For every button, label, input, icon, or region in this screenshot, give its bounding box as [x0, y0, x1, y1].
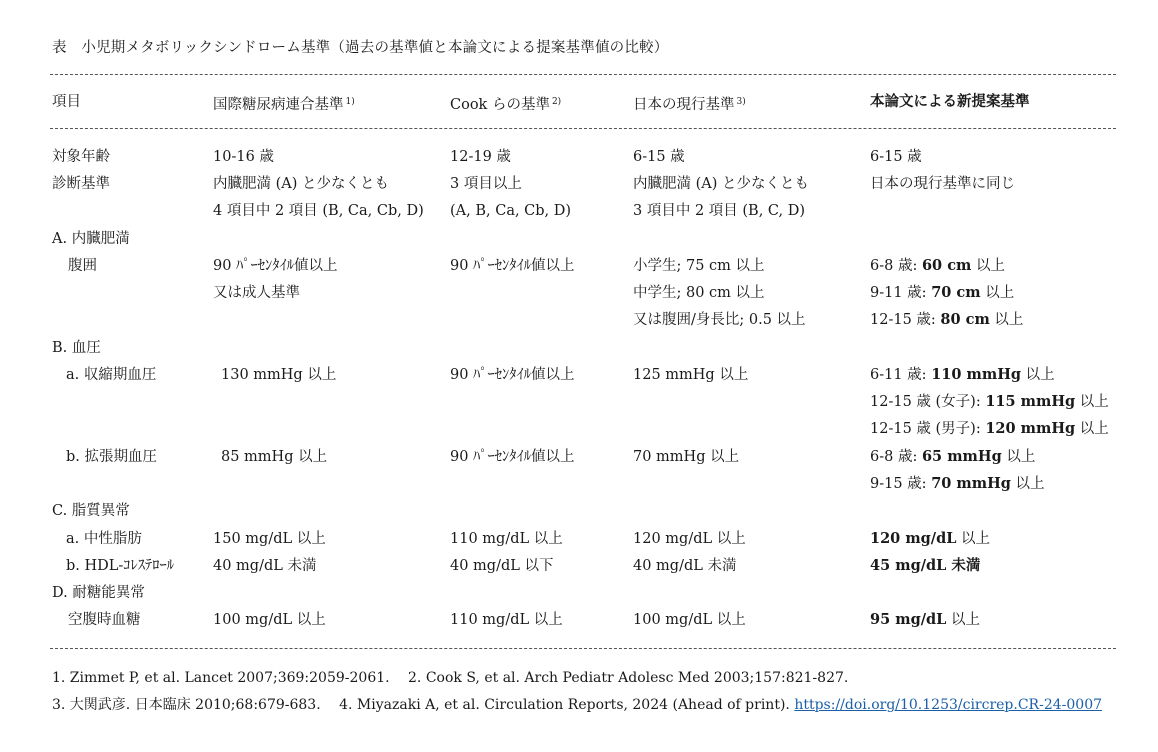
row-sys-new-3: 12-15 歳 (男子): 120 mmHg 以上	[870, 420, 1109, 437]
row-age-idf: 10-16 歳	[213, 149, 274, 165]
row-hdl-new: 45 mg/dL 未満	[870, 557, 981, 574]
row-age-japan: 6-15 歳	[633, 149, 685, 165]
row-sys-new-1: 6-11 歳: 110 mmHg 以上	[870, 366, 1055, 383]
table-title: 表 小児期メタボリックシンドローム基準（過去の基準値と本論文による提案基準値の比較）	[52, 40, 669, 56]
row-diagnosis-idf-1: 内臓肥満 (A) と少なくとも	[213, 176, 390, 192]
section-d-label: D. 耐糖能異常	[52, 585, 145, 601]
row-dia-new-2: 9-15 歳: 70 mmHg 以上	[870, 475, 1045, 492]
row-diagnosis-cook-2: (A, B, Ca, Cb, D)	[450, 203, 572, 219]
row-age-new: 6-15 歳	[870, 149, 922, 165]
table-bottom-rule	[50, 648, 1116, 649]
row-sys-cook: 90 ﾊﾟｰｾﾝﾀｲﾙ値以上	[450, 367, 575, 383]
footnote-line-1: 1. Zimmet P, et al. Lancet 2007;369:2059-2061. 2. Cook S, et al. Arch Pediatr Adolesc Med 2003;157:821-827.	[52, 670, 849, 686]
row-age-label: 対象年齢	[52, 149, 110, 165]
row-waist-new-3: 12-15 歳: 80 cm 以上	[870, 311, 1024, 328]
row-hdl-japan: 40 mg/dL 未満	[633, 558, 737, 574]
doi-link[interactable]: https://doi.org/10.1253/circrep.CR-24-0007	[794, 697, 1103, 713]
row-diagnosis-new: 日本の現行基準に同じ	[870, 176, 1015, 192]
row-sys-idf: 130 mmHg 以上	[221, 367, 337, 383]
row-diagnosis-label: 診断基準	[52, 176, 110, 192]
row-fbg-cook: 110 mg/dL 以上	[450, 612, 563, 628]
row-waist-cook: 90 ﾊﾟｰｾﾝﾀｲﾙ値以上	[450, 258, 575, 274]
row-fbg-japan: 100 mg/dL 以上	[633, 612, 746, 628]
row-waist-japan-3: 又は腹囲/身長比; 0.5 以上	[633, 312, 806, 328]
row-diagnosis-idf-2: 4 項目中 2 項目 (B, Ca, Cb, D)	[213, 203, 424, 219]
row-fbg-new: 95 mg/dL 以上	[870, 611, 980, 628]
row-dia-idf: 85 mmHg 以上	[221, 449, 328, 465]
row-age-cook: 12-19 歳	[450, 149, 511, 165]
row-waist-japan-2: 中学生; 80 cm 以上	[633, 285, 765, 301]
row-diagnosis-japan-2: 3 項目中 2 項目 (B, C, D)	[633, 203, 805, 219]
header-japan-ref: 3)	[736, 97, 746, 107]
row-fbg-idf: 100 mg/dL 以上	[213, 612, 326, 628]
row-fbg-label: 空腹時血糖	[68, 612, 141, 628]
row-hdl-cook: 40 mg/dL 以下	[450, 558, 554, 574]
row-tg-label: a. 中性脂肪	[66, 531, 142, 547]
section-c-label: C. 脂質異常	[52, 503, 130, 519]
row-tg-cook: 110 mg/dL 以上	[450, 531, 563, 547]
footnote-line-2	[52, 694, 1102, 714]
row-diagnosis-cook-1: 3 項目以上	[450, 176, 522, 192]
row-sys-label: a. 収縮期血圧	[66, 367, 157, 383]
section-b-label: B. 血圧	[52, 340, 101, 356]
row-dia-label: b. 拡張期血圧	[66, 449, 157, 465]
header-japan: 日本の現行基準 $^{3)}$	[633, 97, 746, 113]
row-tg-idf: 150 mg/dL 以上	[213, 531, 326, 547]
row-dia-new-1: 6-8 歳: 65 mmHg 以上	[870, 448, 1036, 465]
header-item: 項目	[52, 94, 81, 110]
row-hdl-label: b. HDL-ｺﾚｽﾃﾛｰﾙ	[66, 558, 175, 574]
header-bottom-rule	[50, 128, 1116, 129]
row-waist-new-2: 9-11 歳: 70 cm 以上	[870, 284, 1015, 301]
row-sys-japan: 125 mmHg 以上	[633, 367, 749, 383]
row-sys-new-2: 12-15 歳 (女子): 115 mmHg 以上	[870, 393, 1109, 410]
row-waist-idf-2: 又は成人基準	[213, 285, 300, 301]
row-tg-new: 120 mg/dL 以上	[870, 530, 991, 547]
footnote-line-2-text: 3. 大関武彦. 日本臨床 2010;68:679-683. 4. Miyazaki A, et al. Circulation Reports, 2024 (Ahead of print).	[52, 697, 795, 713]
row-hdl-idf: 40 mg/dL 未満	[213, 558, 317, 574]
row-tg-japan: 120 mg/dL 以上	[633, 531, 746, 547]
row-dia-cook: 90 ﾊﾟｰｾﾝﾀｲﾙ値以上	[450, 449, 575, 465]
row-waist-new-1: 6-8 歳: 60 cm 以上	[870, 257, 1005, 274]
row-waist-idf-1: 90 ﾊﾟｰｾﾝﾀｲﾙ値以上	[213, 258, 338, 274]
header-idf-ref: 1)	[345, 97, 355, 107]
row-waist-japan-1: 小学生; 75 cm 以上	[633, 258, 765, 274]
header-new: 本論文による新提案基準	[870, 93, 1030, 110]
row-waist-label: 腹囲	[68, 258, 97, 274]
header-cook-ref: 2)	[551, 97, 562, 107]
section-a-label: A. 内臓肥満	[52, 231, 130, 247]
header-idf: 国際糖尿病連合基準 $^{1)}$	[213, 97, 355, 113]
header-top-rule	[50, 74, 1116, 75]
row-diagnosis-japan-1: 内臓肥満 (A) と少なくとも	[633, 176, 810, 192]
row-dia-japan: 70 mmHg 以上	[633, 449, 740, 465]
header-cook: Cook らの基準 $^{2)}$	[450, 97, 562, 113]
